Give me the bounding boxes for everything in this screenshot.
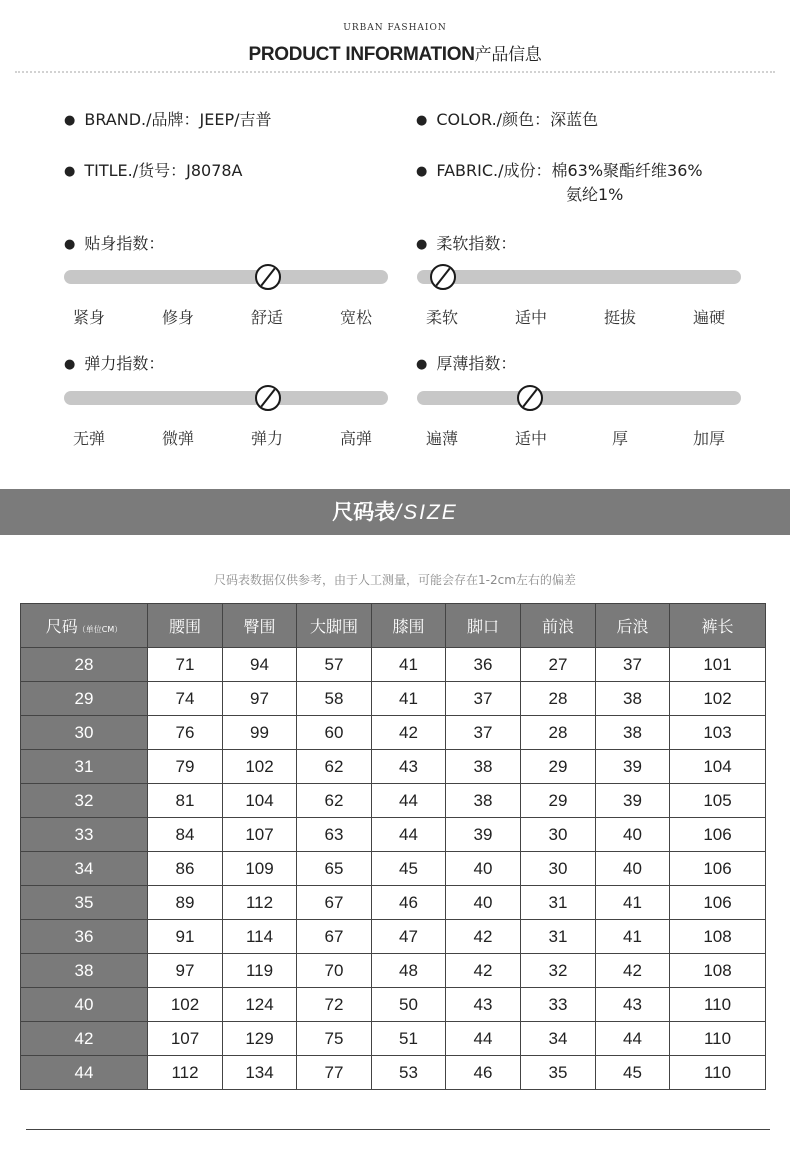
size-cell: 32 [21, 784, 148, 818]
table-cell: 67 [297, 886, 372, 920]
table-cell: 110 [670, 988, 766, 1022]
color-info [416, 107, 598, 130]
softness-index-label: ● 柔软指数： [416, 234, 517, 253]
table-cell: 28 [521, 716, 596, 750]
table-cell: 106 [670, 852, 766, 886]
table-cell: 42 [372, 716, 446, 750]
product-information-title [0, 40, 790, 66]
softness-option-3: 挺拔 [603, 308, 636, 327]
table-cell: 63 [297, 818, 372, 852]
size-chart-banner [0, 489, 790, 535]
size-cell: 29 [21, 682, 148, 716]
table-cell: 29 [521, 784, 596, 818]
table-cell: 32 [521, 954, 596, 988]
table-cell: 47 [372, 920, 446, 954]
header-thigh: 大脚围 [297, 604, 372, 648]
table-cell: 40 [446, 852, 521, 886]
size-title-en: SIZE [403, 501, 458, 524]
measurement-note: 尺码表数据仅供参考，由于人工测量，可能会存在1-2cm左右的偏差 [214, 573, 576, 587]
table-cell: 105 [670, 784, 766, 818]
size-cell: 31 [21, 750, 148, 784]
size-cell: 35 [21, 886, 148, 920]
table-row [21, 1056, 766, 1090]
thickness-index-label: ● 厚薄指数： [416, 354, 517, 373]
bullet-icon: ● [416, 357, 428, 372]
header-knee: 膝围 [372, 604, 446, 648]
table-cell: 53 [372, 1056, 446, 1090]
table-cell: 74 [148, 682, 223, 716]
table-cell: 77 [297, 1056, 372, 1090]
table-cell: 124 [223, 988, 297, 1022]
title-en: PRODUCT INFORMATION [248, 44, 475, 65]
size-cell: 33 [21, 818, 148, 852]
size-cell: 36 [21, 920, 148, 954]
table-cell: 60 [297, 716, 372, 750]
table-cell: 97 [148, 954, 223, 988]
header-length: 裤长 [670, 604, 766, 648]
table-cell: 29 [521, 750, 596, 784]
table-cell: 42 [596, 954, 670, 988]
fabric-text: FABRIC./成份：棉63%聚酯纤维36% [436, 161, 703, 180]
table-cell: 94 [223, 648, 297, 682]
table-row [21, 648, 766, 682]
elasticity-option-4: 高弹 [339, 429, 372, 448]
size-cell: 40 [21, 988, 148, 1022]
table-cell: 62 [297, 750, 372, 784]
thickness-option-3: 厚 [611, 429, 628, 448]
table-cell: 38 [596, 716, 670, 750]
table-cell: 65 [297, 852, 372, 886]
table-row [21, 784, 766, 818]
table-cell: 110 [670, 1056, 766, 1090]
size-cell: 38 [21, 954, 148, 988]
thickness-option-4: 加厚 [692, 429, 725, 448]
table-cell: 33 [521, 988, 596, 1022]
table-cell: 86 [148, 852, 223, 886]
size-title-sep: / [395, 501, 404, 524]
color-text: COLOR./颜色：深蓝色 [436, 110, 599, 129]
table-cell: 39 [596, 784, 670, 818]
fit-option-3: 舒适 [250, 308, 283, 327]
bullet-icon: ● [416, 164, 428, 179]
bullet-icon: ● [64, 357, 76, 372]
fit-index-label: ● 贴身指数： [64, 234, 165, 253]
table-cell: 81 [148, 784, 223, 818]
table-cell: 106 [670, 886, 766, 920]
table-cell: 41 [372, 682, 446, 716]
table-cell: 112 [223, 886, 297, 920]
table-cell: 37 [446, 682, 521, 716]
table-cell: 31 [521, 920, 596, 954]
elasticity-index-label: ● 弹力指数： [64, 354, 165, 373]
table-cell: 50 [372, 988, 446, 1022]
bottom-divider [26, 1129, 770, 1130]
table-cell: 40 [446, 886, 521, 920]
thickness-option-1: 遍薄 [425, 429, 458, 448]
table-row [21, 920, 766, 954]
fabric-text-line2: 氨纶1% [566, 185, 624, 204]
table-cell: 38 [446, 784, 521, 818]
header-hem: 脚口 [446, 604, 521, 648]
softness-index-marker [430, 264, 456, 290]
fabric-info [416, 158, 703, 181]
table-cell: 108 [670, 954, 766, 988]
table-cell: 104 [670, 750, 766, 784]
table-cell: 72 [297, 988, 372, 1022]
table-cell: 48 [372, 954, 446, 988]
header-back-rise: 后浪 [596, 604, 670, 648]
fit-option-4: 宽松 [339, 308, 372, 327]
dotted-divider [15, 71, 775, 73]
table-row [21, 682, 766, 716]
thickness-index-slider [417, 391, 741, 405]
table-cell: 102 [223, 750, 297, 784]
table-cell: 58 [297, 682, 372, 716]
size-title-cn: 尺码表 [332, 500, 396, 524]
fit-index-slider [64, 270, 388, 284]
bullet-icon: ● [64, 164, 76, 179]
elasticity-index-marker [255, 385, 281, 411]
table-row [21, 750, 766, 784]
table-cell: 97 [223, 682, 297, 716]
table-cell: 76 [148, 716, 223, 750]
table-cell: 42 [446, 954, 521, 988]
table-cell: 30 [521, 818, 596, 852]
softness-index-slider [417, 270, 741, 284]
header-hip: 臀围 [223, 604, 297, 648]
header-front-rise: 前浪 [521, 604, 596, 648]
table-cell: 37 [596, 648, 670, 682]
table-cell: 42 [446, 920, 521, 954]
table-row [21, 852, 766, 886]
title-text: TITLE./货号：J8078A [84, 161, 243, 180]
elasticity-option-2: 微弹 [161, 429, 194, 448]
table-cell: 102 [148, 988, 223, 1022]
table-cell: 38 [596, 682, 670, 716]
table-cell: 40 [596, 852, 670, 886]
table-row [21, 886, 766, 920]
softness-option-2: 适中 [514, 308, 547, 327]
bullet-icon: ● [64, 113, 76, 128]
table-cell: 43 [596, 988, 670, 1022]
table-row [21, 988, 766, 1022]
table-cell: 36 [446, 648, 521, 682]
table-cell: 28 [521, 682, 596, 716]
elasticity-index-slider [64, 391, 388, 405]
table-cell: 108 [670, 920, 766, 954]
table-cell: 39 [596, 750, 670, 784]
table-cell: 134 [223, 1056, 297, 1090]
bullet-icon: ● [416, 113, 428, 128]
table-cell: 51 [372, 1022, 446, 1056]
table-cell: 44 [372, 818, 446, 852]
table-cell: 35 [521, 1056, 596, 1090]
table-cell: 107 [223, 818, 297, 852]
table-cell: 44 [446, 1022, 521, 1056]
softness-option-4: 遍硬 [692, 308, 725, 327]
table-cell: 67 [297, 920, 372, 954]
bullet-icon: ● [416, 237, 428, 252]
table-cell: 43 [446, 988, 521, 1022]
table-cell: 46 [446, 1056, 521, 1090]
table-cell: 38 [446, 750, 521, 784]
table-cell: 103 [670, 716, 766, 750]
table-cell: 43 [372, 750, 446, 784]
header-size: 尺码（单位CM） [21, 604, 148, 648]
size-cell: 34 [21, 852, 148, 886]
table-cell: 62 [297, 784, 372, 818]
table-cell: 89 [148, 886, 223, 920]
fit-index-marker [255, 264, 281, 290]
table-row [21, 716, 766, 750]
fit-option-2: 修身 [161, 308, 194, 327]
brand-text: BRAND./品牌：JEEP/吉普 [84, 110, 272, 129]
table-cell: 119 [223, 954, 297, 988]
table-cell: 30 [521, 852, 596, 886]
size-table [20, 603, 766, 1090]
table-cell: 39 [446, 818, 521, 852]
title-info [64, 158, 243, 181]
table-cell: 114 [223, 920, 297, 954]
table-cell: 37 [446, 716, 521, 750]
table-cell: 79 [148, 750, 223, 784]
table-cell: 44 [596, 1022, 670, 1056]
size-cell: 44 [21, 1056, 148, 1090]
table-cell: 129 [223, 1022, 297, 1056]
table-cell: 84 [148, 818, 223, 852]
table-cell: 46 [372, 886, 446, 920]
table-cell: 101 [670, 648, 766, 682]
elasticity-option-1: 无弹 [72, 429, 105, 448]
table-cell: 45 [596, 1056, 670, 1090]
softness-option-1: 柔软 [425, 308, 458, 327]
table-cell: 109 [223, 852, 297, 886]
table-cell: 44 [372, 784, 446, 818]
brand-info [64, 107, 271, 130]
size-cell: 28 [21, 648, 148, 682]
table-header-row [21, 604, 766, 648]
bullet-icon: ● [64, 237, 76, 252]
table-cell: 75 [297, 1022, 372, 1056]
table-row [21, 818, 766, 852]
fit-option-1: 紧身 [72, 308, 105, 327]
table-cell: 34 [521, 1022, 596, 1056]
size-cell: 42 [21, 1022, 148, 1056]
table-cell: 99 [223, 716, 297, 750]
size-cell: 30 [21, 716, 148, 750]
table-cell: 106 [670, 818, 766, 852]
table-row [21, 954, 766, 988]
table-cell: 102 [670, 682, 766, 716]
table-row [21, 1022, 766, 1056]
elasticity-option-3: 弹力 [250, 429, 283, 448]
title-cn: 产品信息 [474, 45, 542, 65]
urban-fashion-subtitle: URBAN FASHAION [343, 23, 447, 33]
table-cell: 71 [148, 648, 223, 682]
table-cell: 91 [148, 920, 223, 954]
table-cell: 70 [297, 954, 372, 988]
thickness-option-2: 适中 [514, 429, 547, 448]
table-cell: 57 [297, 648, 372, 682]
table-cell: 107 [148, 1022, 223, 1056]
table-cell: 41 [596, 920, 670, 954]
table-cell: 112 [148, 1056, 223, 1090]
table-cell: 104 [223, 784, 297, 818]
table-cell: 41 [596, 886, 670, 920]
table-cell: 27 [521, 648, 596, 682]
table-cell: 31 [521, 886, 596, 920]
table-cell: 110 [670, 1022, 766, 1056]
thickness-index-marker [517, 385, 543, 411]
table-cell: 40 [596, 818, 670, 852]
table-cell: 41 [372, 648, 446, 682]
header-waist: 腰围 [148, 604, 223, 648]
table-cell: 45 [372, 852, 446, 886]
